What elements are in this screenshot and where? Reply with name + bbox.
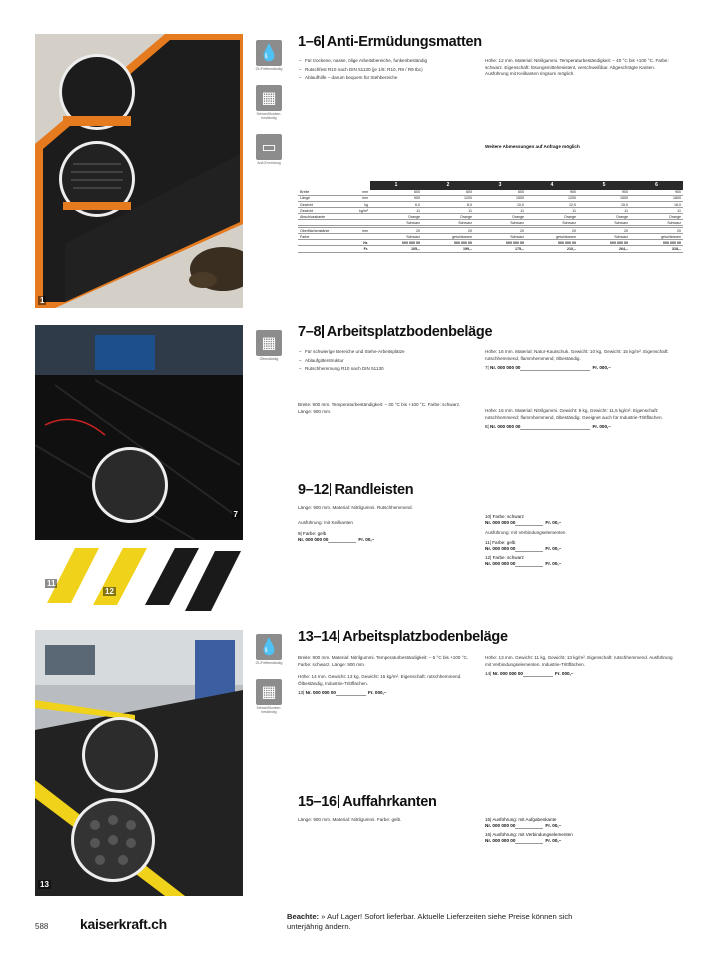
order-line: 7| Nr. 000 000 00 Fr. 000,– [485,365,611,370]
row-label: Farbe [298,234,348,240]
section-1-description: Höhe: 12 mm. Material: Nitrilgummi. Temperaturbeständigkeit: – 40 °C bis +100 °C. Farbe: schwarz. Eigenschaft: lösungsmittelresistent, verschweißbar. Abgeschrägte Kanten. Ausführung mit Keilkanten ringsum möglich. [485,58,669,76]
table-cell: Schwarz [370,220,422,226]
section-3-right: Höhe: 13 mm. Gewicht: 11 kg, Gewicht: 13 kg/m². Eigenschaft: rutschhemmend. Ausführung mit Verbindungselementen. Industrie-Trittflächen. 14| Nr. 000 000 00 Fr. 000,– [485,655,675,677]
order-line: 9| Farbe: gelb Nr. 000 000 00 Fr. 00,– [298,531,375,542]
feature-bullet: – Rutschfest R10 nach DIN 51130 (je 1/6: R10, R9 / R9 tbc) [305,67,473,74]
table-cell: 1800 [630,196,683,202]
column-header: 3 [474,181,526,190]
section-2-description: Breite: 900 mm. Temperaturbeständigkeit: – 30 °C bis +100 °C. Farbe: schwarz. Länge: 900 mm. [298,402,461,414]
table-cell: 20 [422,228,474,234]
table-cell: 11 [578,208,630,214]
table-cell: 900 [370,196,422,202]
table-cell: 11 [474,208,526,214]
product-photo-workplace-floor [35,630,243,896]
row-label: Gewicht [298,208,348,214]
order-line: 8| Nr. 000 000 00 Fr. 000,– [485,424,611,429]
table-cell: 20 [630,228,683,234]
brand-link[interactable]: kaiserkraft.ch [80,916,167,932]
feature-icons-section-1 [252,40,286,179]
feature-icons-section-3 [252,634,286,728]
column-header: 5 [578,181,630,190]
table-cell: 8,0 [422,202,474,208]
order-line: 16| Ausführung: mit Verbindungselementen Nr. 000 000 00 Fr. 00,– [485,832,573,843]
table-cell: 000 000 00 [578,240,630,246]
icon-caption: Schweißfunkenbeständig [256,706,282,714]
table-cell: 11 [526,208,578,214]
feature-bullet: – Für trockene, nasse, ölige Arbeitsbereiche, funkenbeständig [305,58,473,65]
photo-number: 13 [40,880,49,889]
mat-illustration [35,34,243,308]
pattern-icon: ▦ [256,330,282,356]
table-cell: 318,– [630,246,683,252]
row-unit: Nr. [348,240,370,246]
column-header: 1 [370,181,422,190]
feature-bullet: – Ablaufhilfe – darum bequem für Stehbereiche [305,75,473,82]
table-cell: 1200 [526,196,578,202]
photo-number: 12 [105,587,114,596]
drop-icon: 💧 [256,634,282,660]
table-cell: 900 [630,190,683,196]
row-unit: Fr. [348,246,370,252]
table-cell: 20 [578,228,630,234]
table-cell: 199,– [422,246,474,252]
row-unit: mm [348,228,370,234]
section-2-variant-8: Höhe: 16 mm. Material: Nitrilgummi. Gewicht: 9 kg, Gewicht: 11,5 kg/m². Eigenschaft: rutschhemmend; flammhemmend, ölbeständig. Geeignet auch für Industrie-Trittflächen. 8| Nr. 000 000 00 Fr. 000,– [485,408,675,430]
section-1-features [298,58,473,84]
table-cell: 11 [422,208,474,214]
section-title-workplace-floor-2: 13–14 Arbeitsplatzbodenbeläge [298,629,508,645]
order-line: 15| Ausführung: mit Aufgabenkante Nr. 000 000 00 Fr. 00,– [485,817,562,828]
table-cell: Schwarz [474,220,526,226]
table-cell: Orange [422,214,474,220]
section-title-workplace-floor: 7–8 Arbeitsplatzbodenbeläge [298,324,493,340]
photo-number: 1 [40,296,45,305]
pattern-icon: ▦ [256,679,282,705]
page-number: 588 [35,922,49,931]
mat-icon: ▭ [256,134,282,160]
table-cell: 1200 [422,196,474,202]
table-cell: Orange [578,214,630,220]
table-cell: 15,0 [578,202,630,208]
row-unit: mm [348,190,370,196]
section-title-anti-fatigue: 1–6 Anti-Ermüdungsmatten [298,34,482,50]
row-label: Abschlusskante [298,214,348,220]
order-line: 14| Nr. 000 000 00 Fr. 000,– [485,671,574,676]
footer-note: Beachte: » Auf Lager! Sofort lieferbar. Aktuelle Lieferzeiten siehe Preise können sich unterjährig ändern. [287,912,573,931]
row-unit: kg [348,202,370,208]
table-cell: Schwarz [578,220,630,226]
table-cell: 12,0 [526,202,578,208]
table-cell: 210,– [526,246,578,252]
drop-icon: 💧 [256,40,282,66]
photo-number: 11 [47,579,56,588]
table-cell: 1500 [578,196,630,202]
order-line: 10| Farbe: schwarz Nr. 000 000 00 Fr. 00,– [485,514,562,525]
section-edge-strips-right: 10| Farbe: schwarz Nr. 000 000 00 Fr. 00,– Ausführung: mit Verbindungselementen 11| Farbe: gelb Nr. 000 000 00 Fr. 00,– 12| Farbe: schwarz Nr. 000 000 00 Fr. 00,– [485,511,675,567]
table-cell: geschlossen [526,234,578,240]
table-cell: 11 [630,208,683,214]
product-photo-edge-strips [35,543,243,613]
row-label: Oberflächenstärke [298,228,348,234]
spec-table-row [298,246,683,252]
table-cell: Schwarz [526,220,578,226]
feature-bullet: – Ablaufgitterstruktur [305,358,473,365]
product-photo-anti-fatigue-mats [35,34,243,308]
section-4-left: Länge: 900 mm. Material: Nitrilgummi. Farbe: gelb. [298,817,402,822]
table-cell: Schwarz [630,220,683,226]
row-label: Gewicht [298,202,348,208]
edge-strips-illustration [35,543,243,613]
icon-caption: Anti-Ermüdung [257,161,281,165]
table-cell: 600 [370,190,422,196]
table-cell: 000 000 00 [370,240,422,246]
table-cell: 11 [370,208,422,214]
column-header: 2 [422,181,474,190]
icon-caption: Schweißfunkenbeständig [256,112,282,120]
table-cell: Schwarz [370,234,422,240]
section-title-edge-strips: 9–12 Randleisten [298,482,414,498]
feature-bullet: – Rutschhemmung R10 nach DIN 51130 [305,366,473,373]
table-cell: Orange [630,214,683,220]
section-edge-strips-left: Länge: 900 mm. Material: Nitrilgummi. Rutschhemmend. Ausführung: mit Keilkanten 9| Farbe: gelb Nr. 000 000 00 Fr. 00,– [298,505,473,543]
order-line: 11| Farbe: gelb Nr. 000 000 00 Fr. 00,– [485,539,562,551]
table-cell: 000 000 00 [474,240,526,246]
spec-table [298,181,683,253]
icon-caption: Ölbeständig [259,357,279,361]
dimensions-note: Weitere Abmessungen auf Anfrage möglich [485,144,580,149]
table-cell: 6,0 [370,202,422,208]
table-cell: 105,– [370,246,422,252]
photo-number: 7 [233,510,238,519]
table-cell: Schwarz [422,220,474,226]
table-cell: Schwarz [578,234,630,240]
table-cell: 18,0 [630,202,683,208]
icon-caption: Öl-/Fettbeständig [255,661,283,665]
table-cell: Schwarz [474,234,526,240]
feature-icons-section-2 [252,330,286,375]
column-header: 6 [630,181,683,190]
table-cell: 20 [474,228,526,234]
feature-bullet: – Für schwierige Bereiche und Stehe-Arbeitsplätze [305,349,473,356]
section-2-features [298,349,473,375]
row-unit: mm [348,196,370,202]
table-cell: 10,0 [474,202,526,208]
section-2-variant-7: Höhe: 16 mm. Material: Natur-Kautschuk. Gewicht: 10 kg, Gewicht: 15 kg/m². Eigenschaft: rutschhemmend, flammhemmend; ölbeständig. 7| Nr. 000 000 00 Fr. 000,– [485,349,675,371]
spec-table-header [298,181,683,190]
table-cell: Orange [474,214,526,220]
table-cell: 000 000 00 [422,240,474,246]
workplace-floor-illustration [35,630,243,896]
section-3-left: Breite: 900 mm. Material: Nitrilgummi. Temperaturbeständigkeit: – 5 °C bis +100 °C. Farbe: schwarz. Länge: 900 mm. Höhe: 14 mm. Gewicht: 13 kg, Gewicht: 15 kg/m². Eigenschaft: rutschhemmend. Ölbeständig, Industrie-Trittflächen. 13| Nr. 000 000 00 Fr. 000,– [298,655,473,696]
row-label [298,246,348,252]
table-cell: 264,– [578,246,630,252]
table-cell: 600 [422,190,474,196]
table-cell: 000 000 00 [526,240,578,246]
table-cell: 900 [526,190,578,196]
table-cell: 000 000 00 [630,240,683,246]
order-line: 13| Nr. 000 000 00 Fr. 000,– [298,690,387,695]
table-cell: 175,– [474,246,526,252]
section-title-ramps: 15–16 Auffahrkanten [298,794,437,810]
row-unit: kg/m² [348,208,370,214]
row-label: Länge [298,196,348,202]
table-cell: 1500 [474,196,526,202]
grid-icon: ▦ [256,85,282,111]
table-cell: 20 [526,228,578,234]
product-photo-workplace-mats [35,325,243,540]
table-cell: 900 [578,190,630,196]
table-cell: geschlossen [422,234,474,240]
table-cell: 20 [370,228,422,234]
column-header: 4 [526,181,578,190]
table-cell: geschlossen [630,234,683,240]
table-cell: Orange [526,214,578,220]
table-cell: Orange [370,214,422,220]
order-line: 12| Farbe: schwarz Nr. 000 000 00 Fr. 00,– [485,554,562,566]
table-cell: 600 [474,190,526,196]
workplace-mat-illustration [35,325,243,540]
row-label: Breite [298,190,348,196]
icon-caption: Öl-/Fettbeständig [255,67,283,71]
section-4-right [485,817,675,844]
